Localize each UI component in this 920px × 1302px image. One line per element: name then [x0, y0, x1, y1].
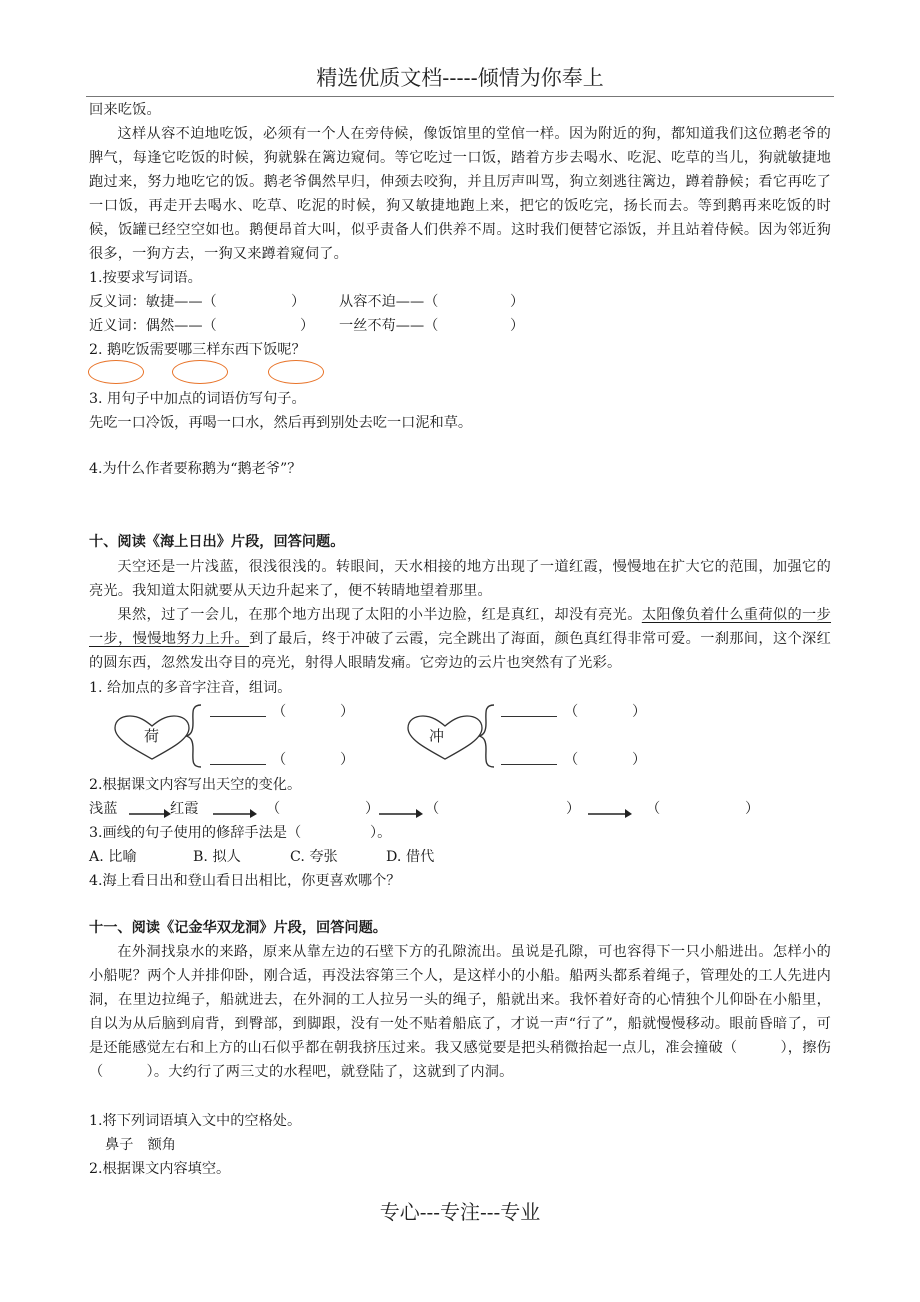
- section-10-question-2: 2.根据课文内容写出天空的变化。: [89, 777, 302, 793]
- answer-oval-1[interactable]: [88, 360, 144, 384]
- sunrise-text-a: 果然，过了一会儿，在那个地方出现了太阳的小半边脸，红是真红，却没有亮光。: [117, 607, 642, 623]
- blank-line-1a[interactable]: [210, 716, 266, 717]
- section-10-title: 十、阅读《海上日出》片段，回答问题。: [89, 534, 345, 550]
- question-4: 4.为什么作者要称鹅为“鹅老爷”？: [89, 461, 302, 477]
- paren-close-1a: ）: [340, 704, 355, 720]
- sky-blank-1-open: （: [266, 801, 281, 817]
- question-1: 1.按要求写词语。: [89, 270, 202, 286]
- sunrise-text-b: 到了最后，终于冲破了云霞，完全跳出了海面，颜色真红得非常可爱。一刹那间，这个深红的圆东西，忽然发出夺目的亮光，射得人眼睛发痛。它旁边的云片也突然有了光彩。: [89, 631, 831, 671]
- polyphone-char-2: 冲: [429, 727, 445, 745]
- sunrise-paragraph-2: [89, 603, 831, 675]
- paren-close-2a: ）: [632, 704, 647, 720]
- antonym2-answer-close: ）: [510, 294, 525, 310]
- sky-blank-1-close: ）: [365, 801, 380, 817]
- sky-blank-3-close: ）: [745, 801, 760, 817]
- section-10-question-3-close: ）。: [370, 825, 392, 841]
- header-divider: [86, 96, 834, 97]
- section-10-question-1: 1. 给加点的多音字注音，组词。: [89, 680, 292, 696]
- question-2: 2. 鹅吃饭需要哪三样东西下饭呢？: [89, 342, 306, 358]
- arrow-right-icon: [212, 805, 258, 819]
- antonym-label: 反义词：敏捷——（: [89, 294, 217, 310]
- arrow-right-icon: [128, 805, 172, 819]
- goose-passage: 这样从容不迫地吃饭，必须有一个人在旁侍候，像饭馆里的堂倌一样。因为附近的狗，都知道我们这位鹅老爷的脾气，每逢它吃饭的时候，狗就躲在篱边窥伺。等它吃过一口饭，踏着方步去喝水、吃泥、吃草的当儿，狗就敏捷地跑过来，努力地吃它的饭。鹅老爷偶然早归，伸颈去咬狗，并且厉声叫骂，狗立刻逃往篱边，蹲着静候；看它再吃了一口饭，再走开去喝水、吃草、吃泥的时候，狗又敏捷地跑上来，把它的饭吃完，扬长而去。等到鹅再来吃饭的时候，饭罐已经空空如也。鹅便昂首大叫，似乎责备人们供养不周。这时我们便替它添饭，并且站着侍候。因为邻近狗很多，一狗方去，一狗又来蹲着窥伺了。: [89, 126, 831, 262]
- sky-blank-2-open: （: [425, 801, 440, 817]
- underlined-sentence: 太阳像负着什么重荷似的一步一步，慢慢地努力上升。: [89, 607, 832, 647]
- paren-open-2a: （: [564, 704, 579, 720]
- brace-2: [476, 703, 498, 769]
- paren-open-2b: （: [564, 752, 579, 768]
- option-c[interactable]: C. 夸张: [290, 849, 338, 865]
- section-10-question-3: 3.画线的句子使用的修辞手法是（: [89, 825, 302, 841]
- section-11-question-1: 1.将下列词语填入文中的空格处。: [89, 1113, 302, 1129]
- page-header: 精选优质文档-----倾情为你奉上: [316, 66, 604, 90]
- antonym2-label: 从容不迫——（: [339, 294, 439, 310]
- arrow-right-icon: [378, 805, 424, 819]
- synonym-label: 近义词：偶然——（: [89, 318, 217, 334]
- paren-open-1a: （: [272, 704, 287, 720]
- section-11-question-2: 2.根据课文内容填空。: [89, 1161, 231, 1177]
- option-d[interactable]: D. 借代: [386, 849, 435, 865]
- answer-oval-2[interactable]: [172, 360, 228, 384]
- paren-close-1b: ）: [340, 752, 355, 768]
- sky-blank-3-open: （: [646, 801, 661, 817]
- sky-blank-2-close: ）: [566, 801, 581, 817]
- question-3: 3. 用句子中加点的词语仿写句子。: [89, 391, 306, 407]
- sky-stage-2: 红霞: [170, 801, 199, 817]
- paren-close-2b: ）: [632, 752, 647, 768]
- blank-line-2b[interactable]: [501, 764, 557, 765]
- cave-passage: 在外洞找泉水的来路，原来从靠左边的石壁下方的孔隙流出。虽说是孔隙，可也容得下一只小船进出。怎样小的小船呢？两个人并排仰卧，刚合适，再没法容第三个人，是这样小的小船。船两头都系着绳子，管理处的工人先进内洞，在里边拉绳子，船就进去，在外洞的工人拉另一头的绳子，船就出来。我怀着好奇的心情独个儿仰卧在小船里，自以为从后脑到肩背，到臀部，到脚跟，没有一处不贴着船底了，才说一声“行了”，船就慢慢移动。眼前昏暗了，可是还能感觉左右和上方的山石似乎都在朝我挤压过来。我又感觉要是把头稍微抬起一点儿，准会撞破（ ），擦伤（ ）。大约行了两三丈的水程吧，就登陆了，这就到了内洞。: [89, 944, 831, 1080]
- option-b[interactable]: B. 拟人: [193, 849, 241, 865]
- sky-stage-1: 浅蓝: [89, 801, 118, 817]
- synonym2-label: 一丝不苟——（: [339, 318, 439, 334]
- blank-line-1b[interactable]: [210, 764, 266, 765]
- synonym-answer-close: ）: [300, 318, 315, 334]
- paren-open-1b: （: [272, 752, 287, 768]
- blank-line-2a[interactable]: [501, 716, 557, 717]
- polyphone-char-1: 荷: [144, 727, 160, 745]
- page-footer: 专心---专注---专业: [379, 1200, 541, 1224]
- word-bank: 鼻子 额角: [105, 1137, 176, 1153]
- question-3-example: 先吃一口冷饭，再喝一口水，然后再到别处去吃一口泥和草。: [89, 415, 473, 431]
- section-10-question-4: 4.海上看日出和登山看日出相比，你更喜欢哪个？: [89, 873, 401, 889]
- sunrise-paragraph-1: 天空还是一片浅蓝，很浅很浅的。转眼间，天水相接的地方出现了一道红霞，慢慢地在扩大它的范围，加强它的亮光。我知道太阳就要从天边升起来了，便不转睛地望着那里。: [89, 559, 831, 599]
- antonym-answer-close: ）: [291, 294, 306, 310]
- arrow-right-icon: [587, 805, 633, 819]
- heart-shape-2: [405, 712, 485, 762]
- answer-oval-3[interactable]: [268, 360, 324, 384]
- section-11-title: 十一、阅读《记金华双龙洞》片段，回答问题。: [89, 920, 387, 936]
- synonym2-answer-close: ）: [510, 318, 525, 334]
- option-a[interactable]: A. 比喻: [89, 849, 137, 865]
- brace-1: [183, 703, 205, 769]
- passage-ending: 回来吃饭。: [89, 102, 161, 118]
